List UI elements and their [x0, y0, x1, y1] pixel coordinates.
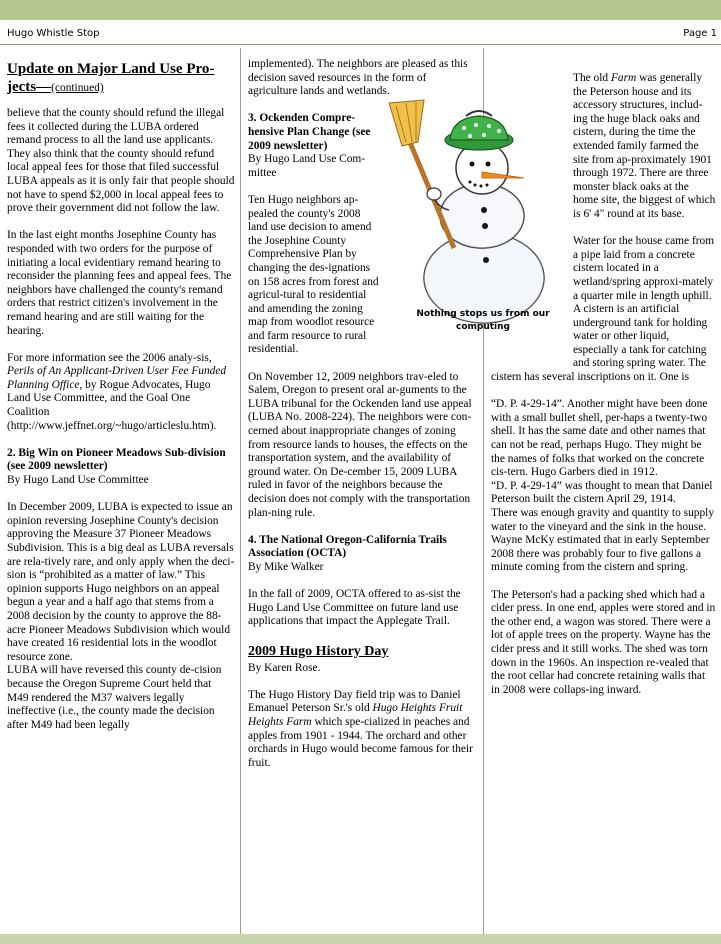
section-title: 4. The National Oregon-California Trails Association (OCTA) [248, 533, 447, 560]
section-title: 3. Ockenden Compre-hensive Plan Change (see 2009 newsletter) [248, 112, 371, 152]
snowman-caption: Nothing stops us from our computing [416, 309, 550, 332]
paragraph: The old Farm was generally the Peterson house and its accessory structures, includ-ing the huge black oaks and cistern, during the time the extended family farmed the site from ap-proximately 1901 through 1972. There are three monster black oaks at the home site, the biggest of which is 6' 4" round at its base. [573, 72, 716, 220]
paragraph: In the last eight months Josephine County has responded with two orders for the purpose of initiating a local evidentiary remand hearing to reconsider the planning fees and appeal fees. The neighbors have challenged the county's remand orders that restrict citizen's involvement in the remand hearing and are still waiting for the hearing. [7, 229, 232, 337]
paragraph: There was enough gravity and quantity to supply water to the vineyard and the sink in the house. Wayne McKy estimated that in early September 2008 there was probably four to five gallons a minute coming from the cistern and spring. [491, 507, 715, 574]
byline: By Mike Walker [248, 560, 324, 573]
paragraph: LUBA will have reversed this county de-cision because the Oregon Supreme Court held that M49 rendered the M37 waivers legally ineffective (i.e., the county made the decision after M49 had been legally [7, 664, 222, 731]
newsletter-name: Hugo Whistle Stop [7, 28, 100, 39]
paragraph: “D. P. 4-29-14”. Another might have been done with a small bullet shell, per-haps a twenty-two shell. It has the same date and other names that can not be read, perhaps Hugo. They might be the names of folks that worked on the concrete cis-tern. Hugo Garbers died in 1912. [491, 398, 708, 479]
wrap-spacer [491, 72, 573, 362]
article-title: Update on Major Land Use Pro-jects—(continued) [7, 61, 215, 95]
history-day-title: 2009 Hugo History Day [248, 643, 389, 659]
header-rule [0, 44, 721, 45]
column-divider-1 [240, 48, 241, 934]
column-1 [7, 60, 235, 746]
paragraph: implemented). The neighbors are pleased as this decision saved resources in the form of agriculture lands and wetlands. [248, 58, 468, 98]
paragraph: The Peterson's had a packing shed which had a cider press. In one end, apples were stored and in the other end, a wagon was stored. There were a lot of apple trees on the property. Wayne has the cider press and it still works. The shed was torn down in the 1960s. An inspection re-vealed that the root cellar had concrete retaining walls that in 2008 were collaps-ing inward. [491, 588, 716, 696]
paragraph: In December 2009, LUBA is expected to issue an opinion reversing Josephine County's decision approving the Measure 37 Pioneer Meadows Subdivision. This is a big deal as LUBA reversals are rela-tively rare, and only apply when the deci-sion is “prohibited as a matter of law.” This opinion supports Hugo neighbors on an appeal begun a year and a half ago that stems from a 2008 decision by the county to approve the 88-acre Pioneer Meadows Subdivision which would have created 16 residential lots in the woodlot resource zone. [7, 501, 235, 663]
paragraph: “D. P. 4-29-14” was thought to mean that Daniel Peterson built the cistern April 29, 1914. [491, 479, 713, 506]
paragraph: For more information see the 2006 analy-sis, Perils of An Applicant-Driven User Fee Funded Planning Office, by Rogue Advocates, Hugo Land Use Committee, and the Goal One Coalition (http://www.jeffnet.org/~hugo/articleslu.htm). [7, 351, 227, 432]
paragraph: Water for the house came from a pipe laid from a concrete cistern located in a wetland/spring approxi-mately a quarter mile in length uphill. A cistern is an artificial underground tank for holding water or other liquid, especially a tank for catching and storing spring water. The cistern has several inscriptions on it. One is [491, 235, 715, 384]
column-3 [491, 72, 716, 711]
page-number: Page 1 [683, 28, 717, 39]
byline: By Hugo Land Use Committee [7, 474, 149, 487]
section-title: 2. Big Win on Pioneer Meadows Sub-division (see 2009 newsletter) [7, 446, 226, 473]
paragraph: Ten Hugo neighbors ap-pealed the county's 2008 land use decision to amend the Josephine County Comprehensive Plan by changing the des-ignations on 158 acres from forest and agricul-tural to residential and amending the zoning map from woodlot resource and farm resource to rural residential. [248, 193, 379, 356]
bottom-band [0, 934, 721, 944]
byline: By Karen Rose. [248, 661, 321, 674]
byline: By Hugo Land Use Com-mittee [248, 153, 366, 179]
paragraph: In the fall of 2009, OCTA offered to as-sist the Hugo Land Use Committee on future land use applications that impact the Applegate Trail. [248, 588, 461, 628]
top-band [0, 0, 721, 20]
paragraph: believe that the county should refund the illegal fees it collected during the LUBA ordered remand process to all the land use applicants. They also think that the county should refund local appeal fees for those that filed successful LUBA appeals as it is only fair that people should not have to spend $2,000 in local appeal fees to prove their government did not follow the law. [7, 107, 235, 215]
paragraph: On November 12, 2009 neighbors trav-eled to Salem, Oregon to present oral ar-guments to the LUBA tribunal for the Ockenden land use appeal (LUBA No. 2008-224). The neighbors were con-cerned about inappropriate changes of zoning from resource lands to houses, the effects on the transportation system, and the availability of ground water. On De-cember 15, 2009 LUBA ruled in favor of the neighbors because the decision does not comply with the transportation plan-ning rule. [248, 370, 472, 519]
paragraph: The Hugo History Day field trip was to Daniel Emanuel Peterson Sr.'s old Hugo Heights Fruit Heights Farm which spe-cialized in peaches and apples from 1901 - 1944. The orchard and other orchards in Hugo would become famous for their fruit. [248, 688, 473, 769]
